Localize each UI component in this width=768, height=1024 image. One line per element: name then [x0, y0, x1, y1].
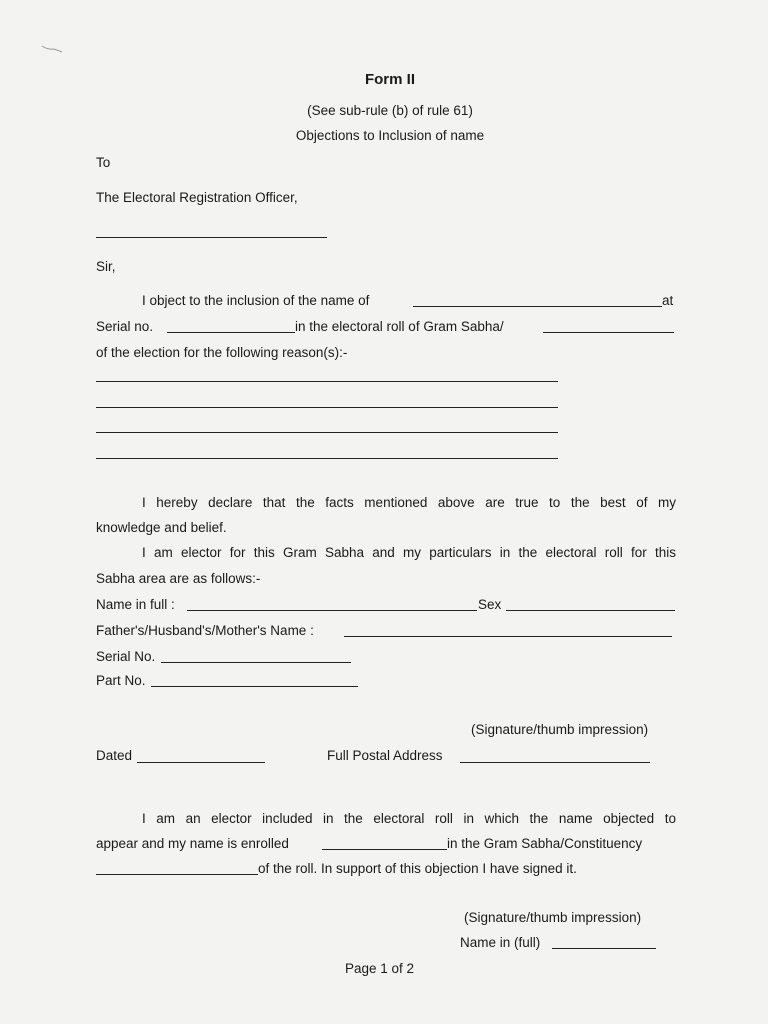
serial-no-blank-2[interactable] [161, 662, 351, 663]
dated-blank[interactable] [137, 762, 265, 763]
part-no-label: Part No. [96, 673, 146, 688]
part-no-blank[interactable] [151, 686, 358, 687]
supporter-line2-lead: appear and my name is enrolled [96, 836, 289, 851]
serial-no-label: Serial no. [96, 319, 154, 334]
reason-line[interactable] [96, 407, 558, 408]
signature-label: (Signature/thumb impression) [471, 722, 649, 737]
to-label: To [96, 155, 111, 170]
form-rule: (See sub-rule (b) of rule 61) [307, 103, 473, 118]
postal-address-blank[interactable] [460, 762, 650, 763]
constituency-blank[interactable] [96, 874, 258, 875]
declaration-line1: I hereby declare that the facts mentioned above are true to the best of my [142, 495, 676, 510]
serial-no-blank[interactable] [167, 332, 295, 333]
supporter-signature-label: (Signature/thumb impression) [464, 910, 642, 925]
objection-at: at [662, 293, 674, 308]
dated-label: Dated [96, 748, 133, 763]
form-title: Form II [364, 71, 415, 88]
supporter-name-label: Name in (full) [460, 935, 541, 950]
name-full-label: Name in full : [96, 597, 175, 612]
form-subject: Objections to Inclusion of name [295, 128, 485, 143]
declaration-line3: I am elector for this Gram Sabha and my particulars in the electoral roll for this [142, 545, 676, 560]
officer-label: The Electoral Registration Officer, [96, 190, 298, 205]
name-full-blank[interactable] [187, 610, 477, 611]
sex-label: Sex [478, 597, 502, 612]
parent-name-label: Father's/Husband's/Mother's Name : [96, 623, 314, 638]
reason-line[interactable] [96, 458, 558, 459]
scan-mark-icon [40, 40, 66, 54]
salutation: Sir, [96, 259, 116, 274]
objected-name-blank[interactable] [413, 306, 662, 307]
serial-no-label-2: Serial No. [96, 649, 156, 664]
postal-address-label: Full Postal Address [327, 748, 443, 763]
parent-name-blank[interactable] [344, 636, 672, 637]
roll-label: in the electoral roll of Gram Sabha/ [295, 319, 504, 334]
reason-label: of the election for the following reason(s):- [96, 345, 348, 360]
supporter-line2-tail: in the Gram Sabha/Constituency [447, 836, 643, 851]
objection-lead: I object to the inclusion of the name of [142, 293, 370, 308]
supporter-line3: of the roll. In support of this objection I have signed it. [258, 861, 577, 876]
supporter-name-blank[interactable] [552, 948, 656, 949]
supporter-line1: I am an elector included in the electoral roll in which the name objected to [142, 811, 676, 826]
declaration-line2: knowledge and belief. [96, 520, 227, 535]
enrolled-blank[interactable] [322, 849, 447, 850]
reason-line[interactable] [96, 432, 558, 433]
officer-blank[interactable] [96, 237, 327, 238]
reason-line[interactable] [96, 381, 558, 382]
gram-sabha-blank[interactable] [543, 332, 674, 333]
declaration-line4: Sabha area are as follows:- [96, 571, 261, 586]
page-number: Page 1 of 2 [345, 961, 415, 976]
sex-blank[interactable] [506, 610, 675, 611]
